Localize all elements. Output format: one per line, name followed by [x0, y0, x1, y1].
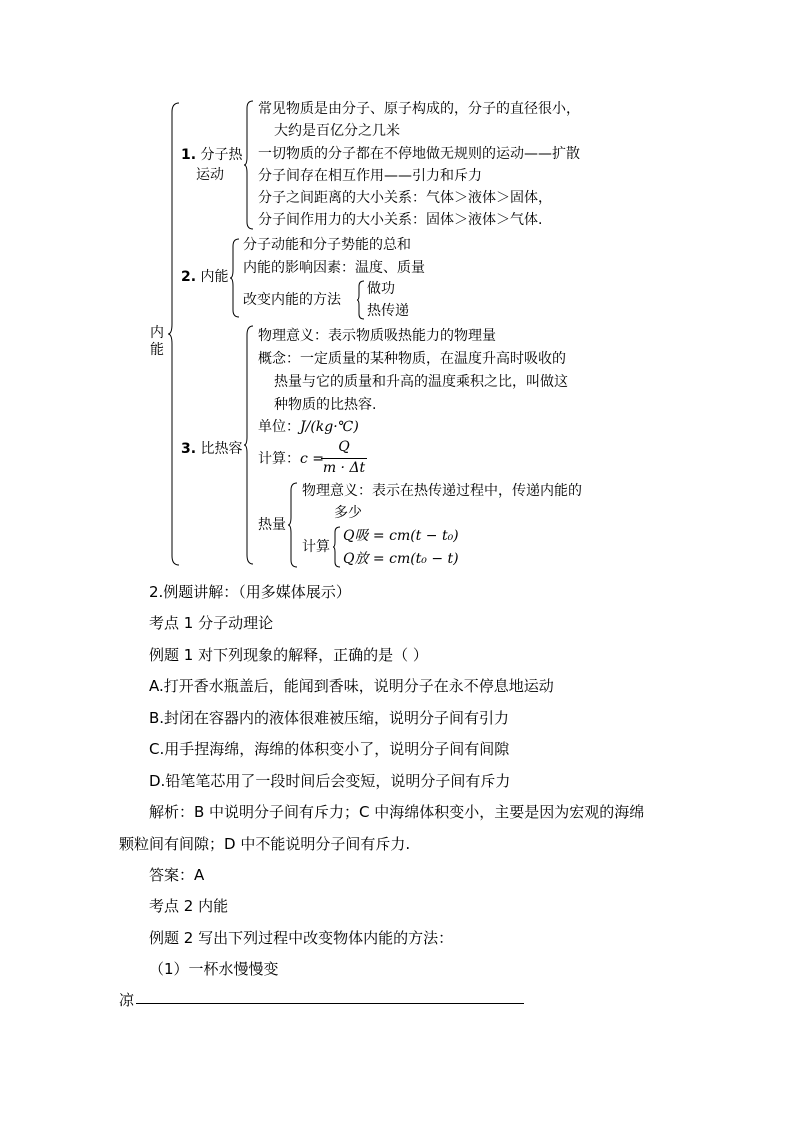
node1-number: 1.	[181, 147, 197, 163]
node3-number: 3.	[181, 441, 197, 457]
example-1-question: 例题 1 对下列现象的解释，正确的是（ ）	[149, 646, 428, 664]
node3-concept-2: 热量与它的质量和升高的温度乘积之比，叫做这	[274, 374, 568, 390]
node2-line-3: 改变内能的方法	[243, 292, 341, 308]
node1-line-3: 一切物质的分子都在不停地做无规则的运动——扩散	[258, 146, 580, 162]
method-brace	[357, 280, 365, 320]
heat-calc-label: 计算	[302, 539, 330, 555]
node2-line-2: 内能的影响因素：温度、质量	[243, 260, 425, 276]
heat-label: 热量	[258, 517, 286, 533]
node2-label: 内能	[200, 269, 229, 285]
q-absorb-formula: Q吸 = cm(t − t₀)	[343, 528, 459, 544]
unit-value: J/(kg·℃)	[300, 419, 359, 435]
unit-label: 单位：	[258, 419, 300, 435]
node2-number: 2.	[181, 269, 197, 285]
method-work: 做功	[367, 281, 395, 297]
node3-label: 比热容	[200, 441, 243, 457]
analysis-line-2: 颗粒间有间隙；D 中不能说明分子间有斥力.	[119, 835, 411, 853]
heat-meaning-1: 物理意义：表示在热传递过程中，传递内能的	[302, 483, 582, 499]
section-heading: 2.例题讲解：（用多媒体展示）	[149, 583, 351, 601]
node1-title	[181, 146, 243, 164]
calc-label: 计算：	[258, 451, 300, 467]
option-c: C.用手捏海绵，海绵的体积变小了，说明分子间有间隙	[149, 740, 510, 758]
q-release-formula: Q放 = cm(t₀ − t)	[343, 551, 459, 567]
calc-denominator: m · Δt	[322, 460, 366, 476]
question-1: （1）一杯水慢慢变	[149, 960, 279, 978]
node1-line-4: 分子间存在相互作用——引力和斥力	[258, 168, 482, 184]
node1-line-6: 分子间作用力的大小关系：固体＞液体＞气体.	[258, 212, 543, 228]
node1-label: 分子热	[200, 147, 243, 163]
option-d: D.铅笔笔芯用了一段时间后会变短，说明分子间有斥力	[149, 772, 511, 790]
method-heat-transfer: 热传递	[367, 303, 409, 319]
heat-brace	[288, 482, 298, 568]
fraction-bar	[321, 458, 367, 459]
node3-brace	[244, 325, 254, 565]
example-2-question: 例题 2 写出下列过程中改变物体内能的方法：	[149, 929, 454, 947]
node3-concept-3: 种物质的比热容.	[274, 397, 377, 413]
option-a: A.打开香水瓶盖后，能闻到香味，说明分子在永不停息地运动	[149, 677, 554, 695]
question-1-continued: 凉	[119, 991, 135, 1009]
key-point-1: 考点 1 分子动理论	[149, 614, 274, 632]
option-b: B.封闭在容器内的液体很难被压缩，说明分子间有引力	[149, 709, 510, 727]
key-point-2: 考点 2 内能	[149, 897, 229, 915]
answer-blank-line[interactable]	[136, 1003, 524, 1004]
node2-brace	[230, 238, 240, 318]
node2-title	[181, 268, 229, 286]
heat-meaning-2: 多少	[334, 505, 362, 521]
root-brace	[168, 102, 180, 566]
analysis-line-1: 解析：B 中说明分子间有斥力；C 中海绵体积变小，主要是因为宏观的海绵	[149, 803, 645, 821]
node3-meaning: 物理意义：表示物质吸热能力的物理量	[258, 328, 496, 344]
node1-line-5: 分子之间距离的大小关系：气体＞液体＞固体，	[258, 190, 552, 206]
node1-line-2: 大约是百亿分之几米	[274, 123, 400, 139]
unit-row	[258, 418, 359, 436]
node1-label-2: 运动	[196, 167, 224, 183]
node1-brace	[244, 100, 254, 230]
heat-calc-brace	[333, 526, 341, 568]
node1-line-1: 常见物质是由分子、原子构成的，分子的直径很小，	[258, 101, 580, 117]
answer: 答案：A	[149, 866, 205, 884]
node3-concept-1: 概念：一定质量的某种物质，在温度升高时吸收的	[258, 351, 566, 367]
tree-root-label: 内能	[150, 325, 164, 358]
calc-lhs: c =	[300, 451, 325, 467]
node2-line-1: 分子动能和分子势能的总和	[243, 237, 411, 253]
calc-numerator: Q	[338, 439, 350, 455]
node3-title	[181, 440, 243, 458]
